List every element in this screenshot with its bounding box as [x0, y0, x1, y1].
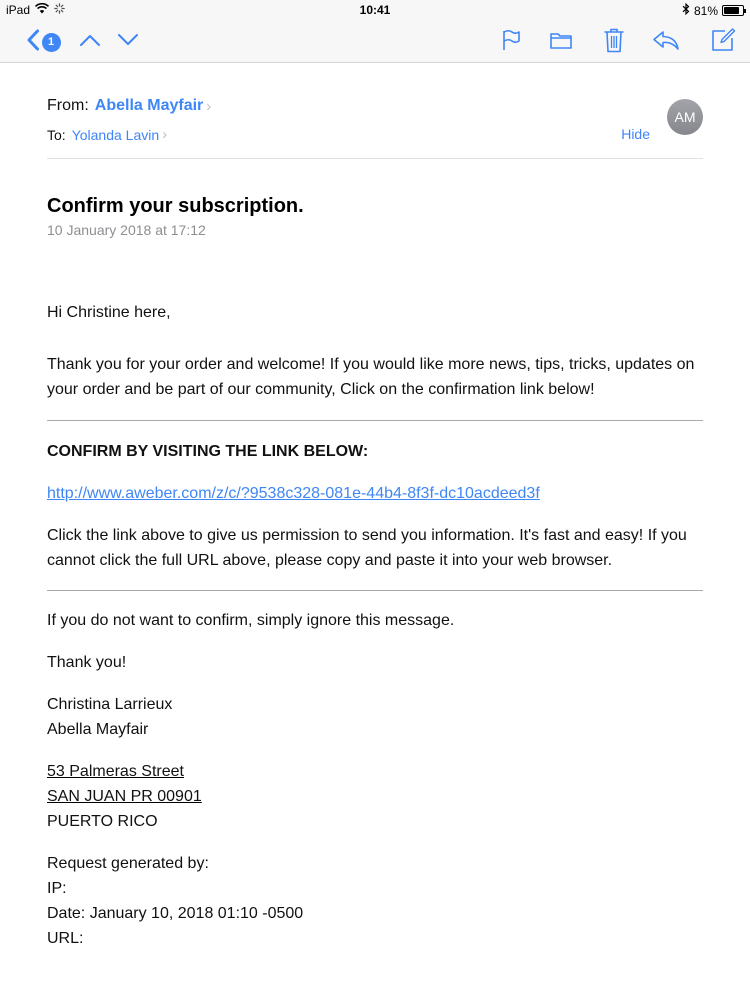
- to-label: To:: [47, 126, 66, 143]
- greeting: Hi Christine here,: [47, 304, 171, 321]
- request-date: Date: January 10, 2018 01:10 -0500: [47, 905, 304, 922]
- unread-count-badge: 1: [42, 33, 61, 52]
- from-row: [47, 97, 211, 115]
- signature-name: Christina Larrieux: [47, 696, 173, 713]
- url-label: URL:: [47, 930, 84, 947]
- link-note-paragraph: Click the link above to give us permission to send you information. It's fast and easy! If you cannot click the full URL above, please copy and paste it into your web browser.: [47, 527, 687, 569]
- back-button[interactable]: [22, 28, 64, 56]
- bluetooth-icon: [682, 3, 690, 18]
- message-subject: Confirm your subscription.: [47, 195, 304, 217]
- battery-icon: [722, 5, 744, 16]
- status-right: [682, 3, 744, 18]
- message-header: [47, 63, 703, 159]
- address-street-link[interactable]: 53 Palmeras Street: [47, 763, 184, 780]
- divider: [47, 590, 703, 591]
- reply-icon: [652, 29, 680, 56]
- intro-paragraph: Thank you for your order and welcome! If you would like more news, tips, tricks, updates on your order and be part of our community, Click on the confirmation link below!: [47, 356, 695, 398]
- sender-name[interactable]: Abella Mayfair: [94, 97, 204, 114]
- sender-chevron-right-icon: ›: [206, 97, 212, 115]
- delete-button[interactable]: [600, 28, 628, 56]
- previous-message-button[interactable]: [76, 28, 104, 56]
- compose-button[interactable]: [708, 28, 738, 56]
- folder-icon: [549, 30, 573, 55]
- flag-button[interactable]: [497, 28, 525, 56]
- ip-label: IP:: [47, 880, 67, 897]
- recipient-name[interactable]: Yolanda Lavin: [71, 126, 160, 143]
- reply-button[interactable]: [650, 28, 682, 56]
- avatar[interactable]: AM: [667, 99, 703, 135]
- battery-level: [724, 7, 739, 14]
- flag-icon: [501, 29, 521, 56]
- trash-icon: [603, 27, 625, 58]
- address-city-link[interactable]: SAN JUAN PR 00901: [47, 788, 202, 805]
- hide-details-button[interactable]: Hide: [621, 126, 650, 142]
- message-date: 10 January 2018 at 17:12: [47, 222, 206, 238]
- address-country: PUERTO RICO: [47, 813, 158, 830]
- message-body: [47, 300, 703, 951]
- status-bar: [0, 0, 750, 22]
- next-message-button[interactable]: [114, 28, 142, 56]
- chevron-up-icon: [79, 33, 101, 52]
- divider: [47, 420, 703, 421]
- chevron-left-icon: [26, 29, 40, 56]
- status-time: 10:41: [359, 3, 391, 17]
- device-name: iPad: [6, 3, 31, 17]
- request-generated-label: Request generated by:: [47, 855, 209, 872]
- confirm-heading: CONFIRM BY VISITING THE LINK BELOW:: [47, 443, 369, 460]
- confirmation-link[interactable]: http://www.aweber.com/z/c/?9538c328-081e-44b4-8f3f-dc10acdeed3f: [47, 485, 540, 502]
- move-to-folder-button[interactable]: [546, 28, 576, 56]
- ignore-note: If you do not want to confirm, simply ignore this message.: [47, 612, 455, 629]
- to-row: [47, 126, 167, 143]
- from-label: From:: [47, 97, 89, 114]
- battery-percent: 81%: [693, 3, 718, 18]
- compose-icon: [710, 27, 736, 58]
- mail-toolbar: [0, 22, 750, 63]
- recipient-chevron-right-icon: ›: [162, 126, 168, 143]
- thanks-line: Thank you!: [47, 654, 127, 671]
- chevron-down-icon: [117, 33, 139, 52]
- signature-company: Abella Mayfair: [47, 721, 149, 738]
